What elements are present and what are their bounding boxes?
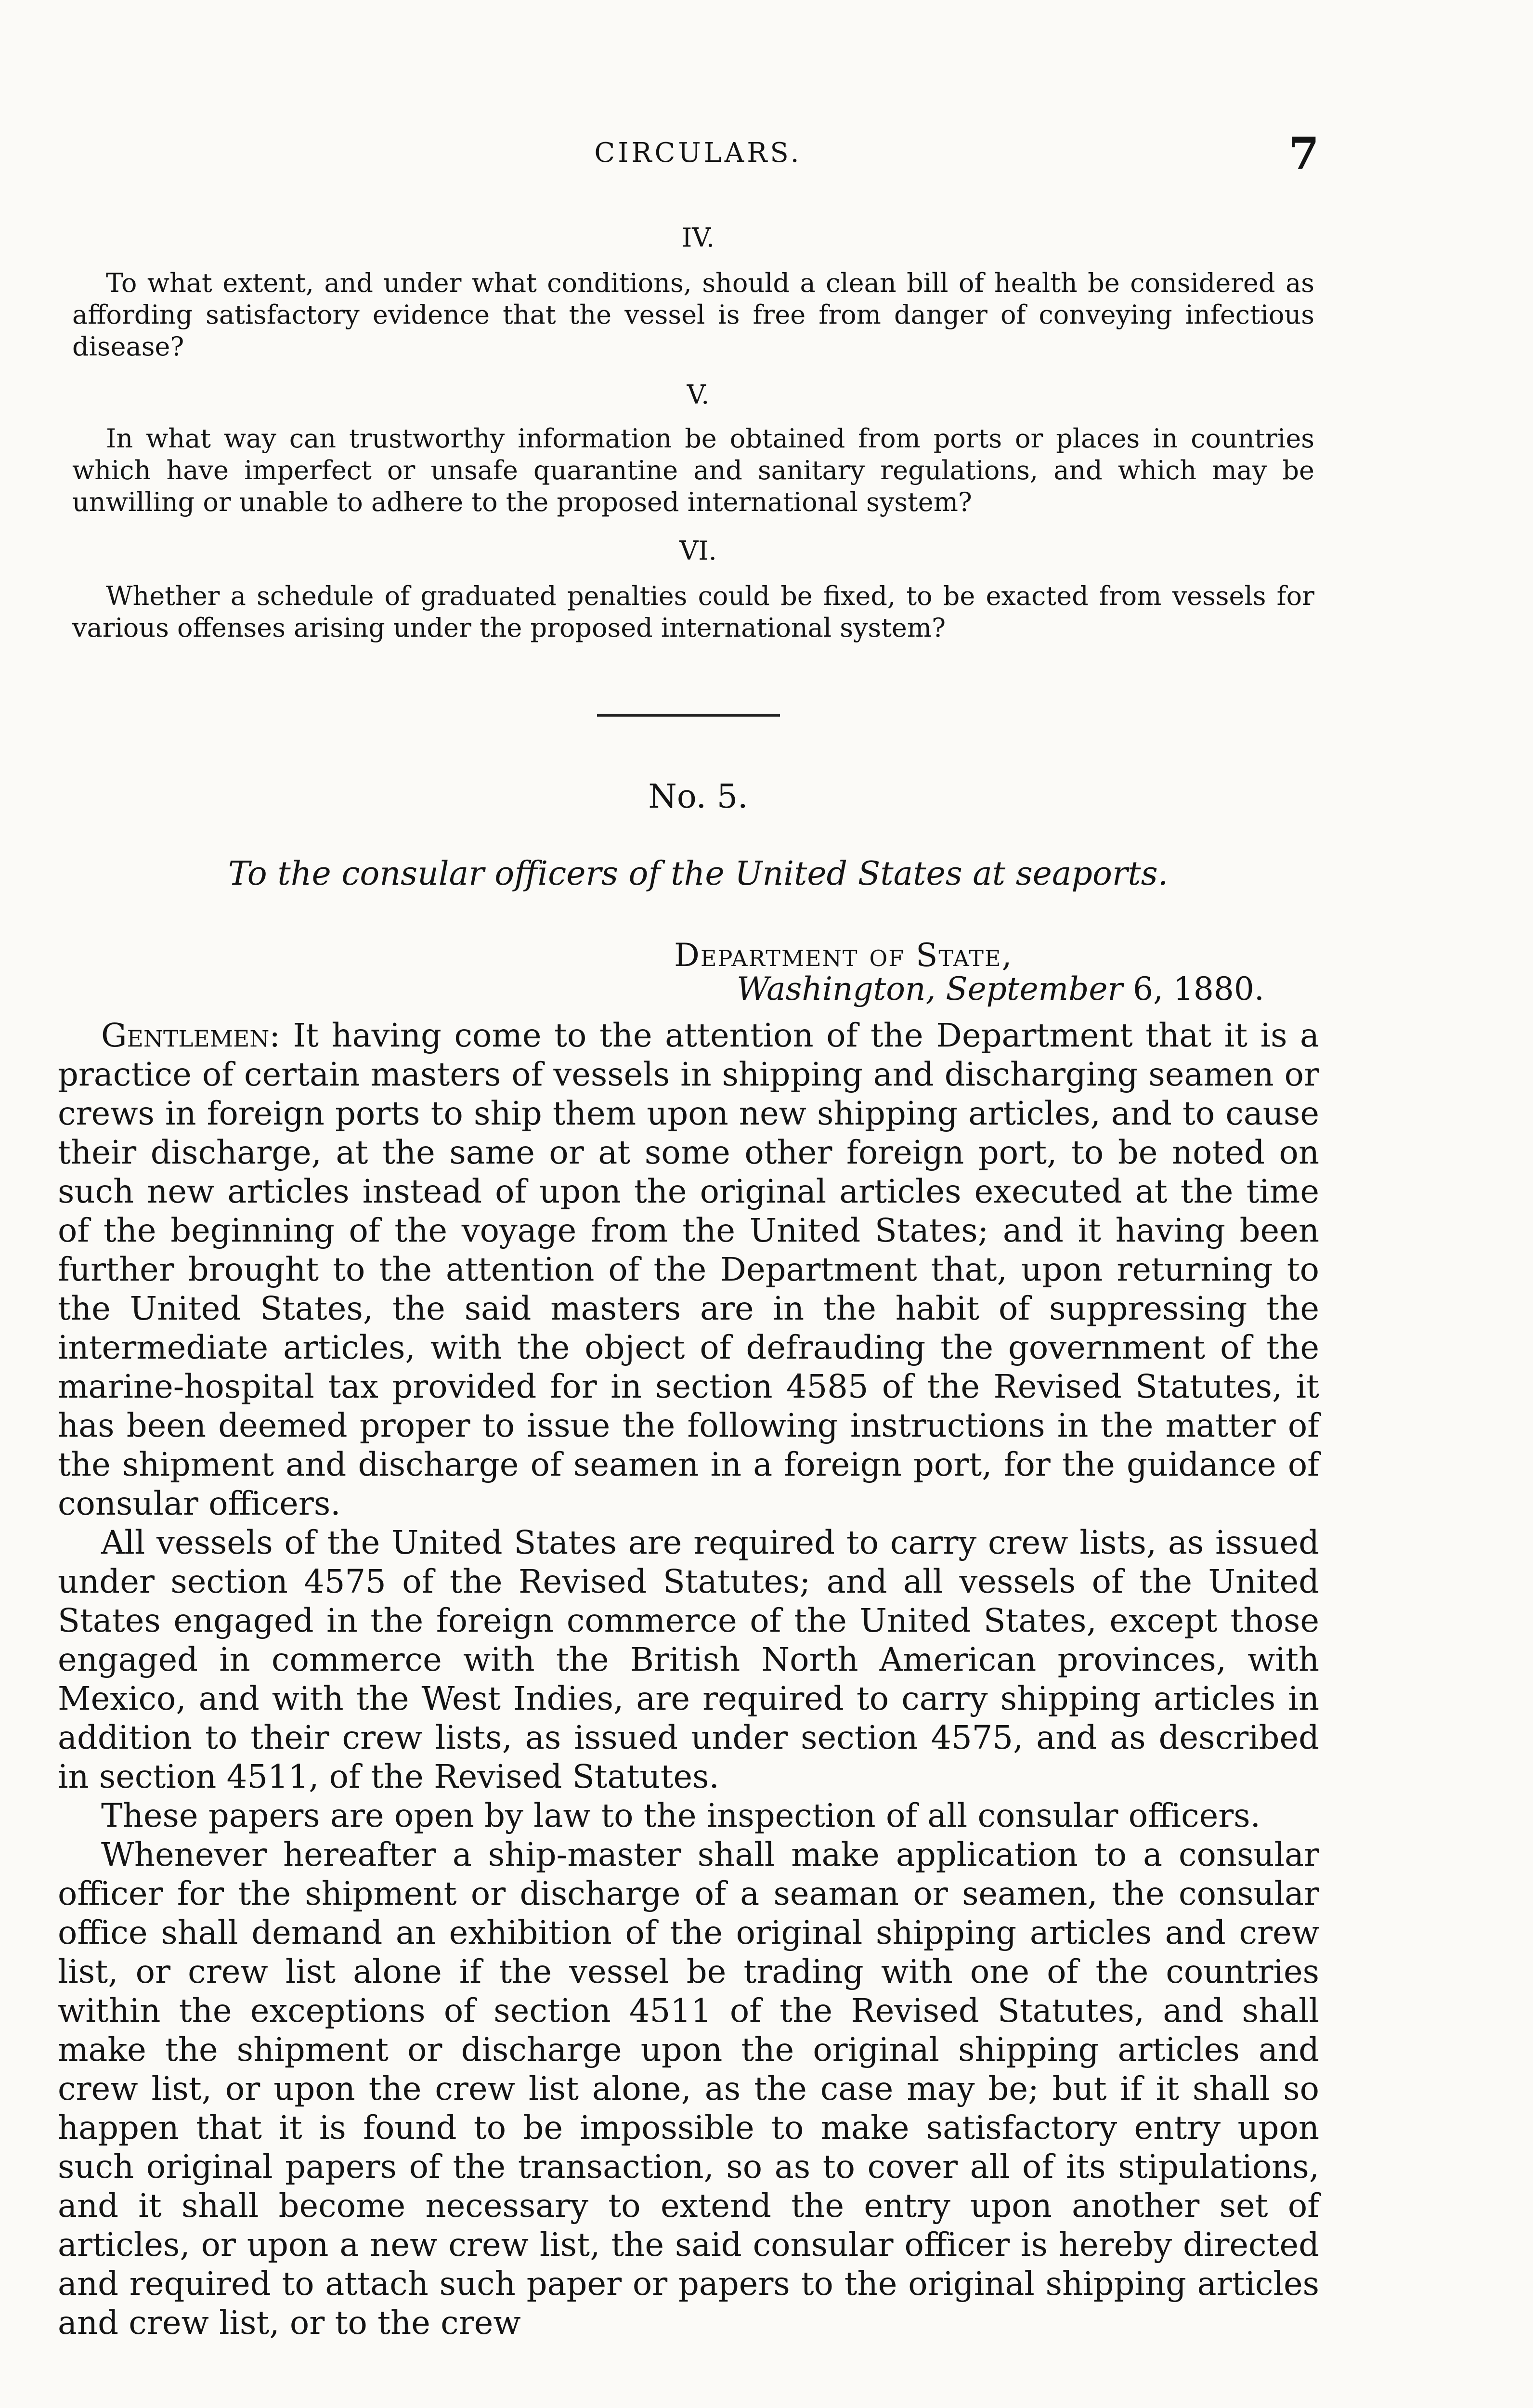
salutation: Gentlemen:: [101, 1017, 280, 1054]
question-text: In what way can trustworthy information be obtained from ports or places in countries which have imperfect or unsafe quarantine and sanitary regulations, and which may be unwilling or unable to adhere to the proposed international system?: [72, 423, 1314, 517]
body-paragraph: Whenever hereafter a ship-master shall make application to a consular officer for the shipment or discharge of a seaman or seamen, the consular office shall demand an exhibition of the original shipping articles and crew list, or crew list alone if the vessel be trading with one of the countries within the exceptions of section 4511 of the Revised Statutes, and shall make the shipment or discharge upon the original shipping articles and crew list, or upon the crew list alone, as the case may be; but if it shall so happen that it is found to be impossible to make satisfactory entry upon such original papers of the transaction, so as to cover all of its stipulations, and it shall become necessary to extend the entry upon another set of articles, or upon a new crew list, the said consular officer is hereby directed and required to attach such paper or papers to the original shipping articles and crew list, or to the crew: [58, 1836, 1319, 2342]
date-place: Washington, September: [737, 970, 1123, 1008]
question-numeral: V.: [687, 380, 710, 410]
department-heading: Department of State,: [674, 937, 1013, 974]
body-paragraph: These papers are open by law to the inspection of all consular officers.: [101, 1797, 1260, 1834]
date-day: 6, 1880.: [1132, 970, 1264, 1008]
question-numeral: IV.: [681, 222, 715, 253]
paragraph-text: It having come to the attention of the Department that it is a practice of certain masters of vessels in shipping and discharging seamen or crews in foreign ports to ship them upon new shipping articles, and to cause their discharge, at the same or at some other foreign port, to be noted on such new articles instead of upon the original articles executed at the time of the beginning of the voyage from the United States; and it having been further brought to the attention of the Department that, upon returning to the United States, the said masters are in the habit of suppressing the intermediate articles, with the object of defrauding the government of the marine-hospital tax provided for in section 4585 of the Revised Statutes, it has been deemed proper to issue the following instructions in the matter of the shipment and discharge of seamen in a foreign port, for the guidance of consular officers.: [58, 1017, 1319, 1522]
question-paragraph: [72, 423, 1314, 518]
body-paragraph: All vessels of the United States are required to carry crew lists, as issued under section 4575 of the Revised Statutes; and all vessels of the United States engaged in the foreign commerce of the United States, except those engaged in commerce with the British North American provinces, with Mexico, and with the West Indies, are required to carry shipping articles in addition to their crew lists, as issued under section 4575, and as described in section 4511, of the Revised Statutes.: [58, 1524, 1319, 1795]
question-paragraph: [72, 267, 1314, 363]
section-divider: [597, 714, 780, 717]
question-numeral: VI.: [679, 536, 717, 566]
question-text: Whether a schedule of graduated penalties could be fixed, to be exacted from vessels for various offenses arising under the proposed international system?: [72, 581, 1314, 643]
body-paragraph: [58, 1016, 1319, 1523]
running-header: CIRCULARS.: [594, 137, 802, 169]
dateline: [737, 970, 1264, 1008]
question-text: To what extent, and under what conditions, should a clean bill of health be considered as affording satisfactory evidence that the vessel is free from danger of conveying infectious disease?: [72, 268, 1314, 362]
addressee-line: To the consular officers of the United States at seaports.: [228, 855, 1169, 893]
question-paragraph: [72, 580, 1314, 644]
circular-number: No. 5.: [648, 778, 748, 816]
page-number: 7: [1288, 128, 1319, 180]
letter-body: [58, 1016, 1319, 2343]
